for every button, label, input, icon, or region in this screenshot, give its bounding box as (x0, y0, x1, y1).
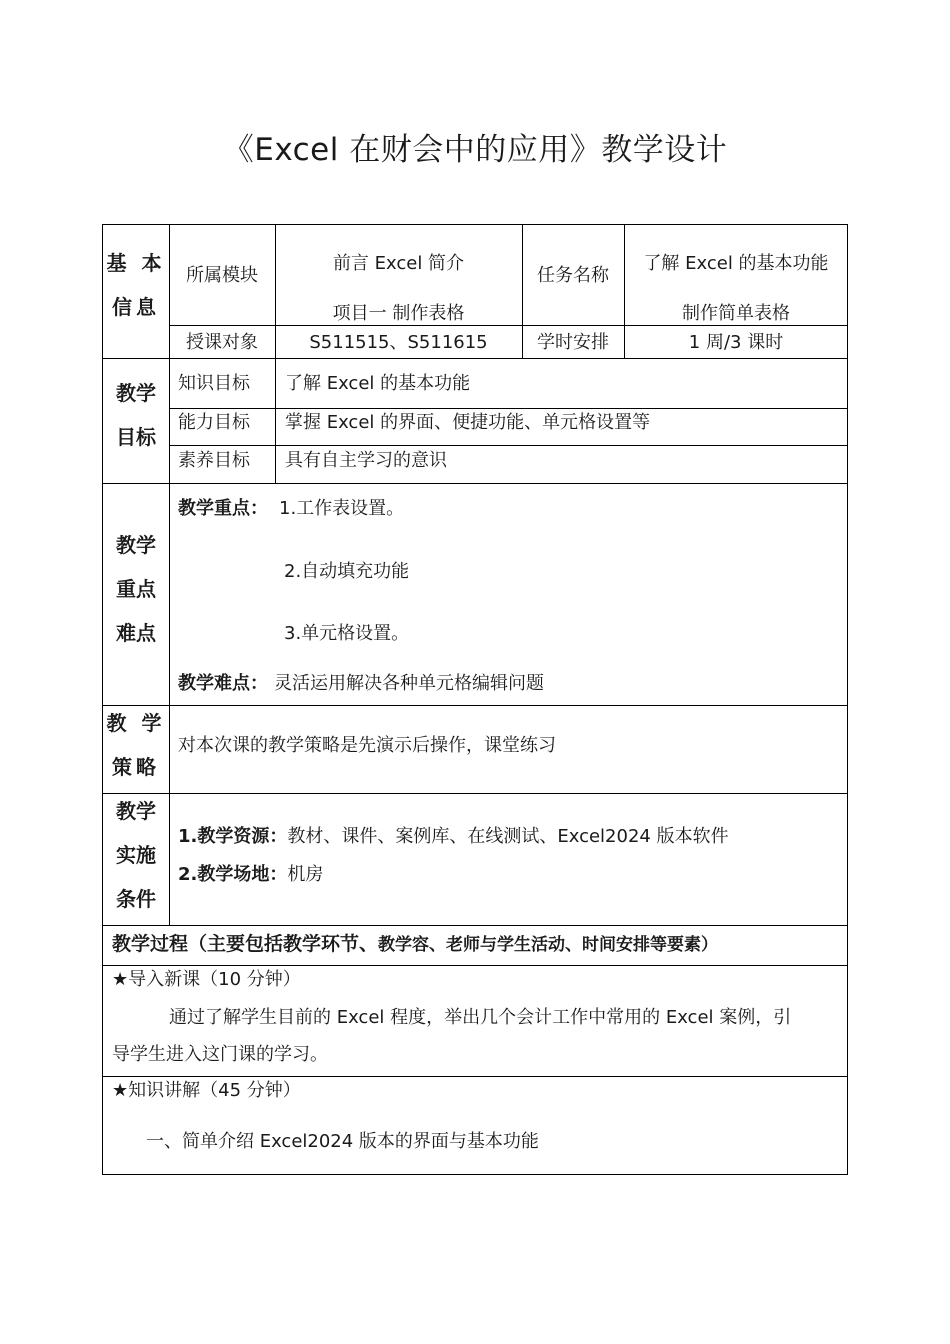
focus-item-1: 1.工作表设置。 (279, 498, 405, 519)
goal-label-literacy: 素养目标 (178, 450, 250, 471)
rule (103, 483, 848, 484)
difficulty-value: 灵活运用解决各种单元格编辑问题 (274, 673, 544, 694)
lecture-item: 一、简单介绍 Excel2024 版本的界面与基本功能 (146, 1131, 539, 1152)
key-points-header-line3: 难点 (116, 621, 156, 645)
goals-header-line2: 目标 (116, 425, 156, 449)
task-line2: 制作简单表格 (682, 303, 790, 324)
intro-line1: 通过了解学生目前的 Excel 程度，举出几个会计工作中常用的 Excel 案例，引 (169, 1007, 792, 1028)
rule (103, 925, 848, 926)
intro-title: ★导入新课（10 分钟） (112, 969, 301, 990)
strategy-header-line1: 教 学 (106, 711, 166, 735)
difficulty-label: 教学难点： (178, 673, 268, 694)
focus-item-3: 3.单元格设置。 (284, 623, 410, 644)
task-label: 任务名称 (537, 265, 609, 286)
module-line2: 项目一 制作表格 (332, 303, 465, 324)
strategy-header-line2: 策略 (112, 755, 160, 779)
goals-header (103, 371, 169, 459)
key-points-header-line1: 教学 (116, 533, 156, 557)
module-line1: 前言 Excel 简介 (332, 253, 465, 274)
rule (103, 358, 848, 359)
module-label: 所属模块 (186, 265, 258, 286)
focus-item-2: 2.自动填充功能 (284, 561, 410, 582)
rule (103, 793, 848, 794)
venue-row (178, 863, 323, 887)
rule (103, 965, 848, 966)
strategy-header (103, 701, 169, 789)
strategy-value: 对本次课的教学策略是先演示后操作，课堂练习 (178, 735, 556, 756)
hours-value: 1 周/3 课时 (688, 332, 784, 353)
audience-value: S511515、S511615 (309, 332, 488, 353)
rule (103, 705, 848, 706)
intro-line2: 导学生进入这门课的学习。 (112, 1044, 328, 1065)
module-value (275, 239, 522, 339)
key-points-header-line2: 重点 (116, 577, 156, 601)
process-heading-main: 教学过程（主要包括教学环节、 (112, 933, 379, 955)
goal-label-ability: 能力目标 (178, 412, 250, 433)
focus-label: 教学重点： (178, 498, 268, 519)
basic-info-header-line1: 基 本 (106, 251, 166, 275)
goal-value-ability: 掌握 Excel 的界面、便捷功能、单元格设置等 (285, 412, 651, 433)
key-points-header (103, 523, 169, 655)
venue-label: 2.教学场地： (178, 864, 288, 885)
goal-value-literacy: 具有自主学习的意识 (285, 450, 447, 471)
process-heading-rest: 教学容、老师与学生活动、时间安排等要素） (378, 935, 719, 955)
rule (169, 445, 848, 446)
audience-label: 授课对象 (186, 332, 258, 353)
task-value (624, 239, 848, 339)
lesson-plan-table (102, 224, 848, 1175)
basic-info-header-line2: 信息 (112, 295, 160, 319)
conditions-header (103, 789, 169, 921)
basic-info-header (103, 241, 169, 329)
venue-value: 机房 (287, 864, 324, 885)
conditions-header-line1: 教学 (116, 799, 156, 823)
task-line1: 了解 Excel 的基本功能 (643, 253, 829, 274)
lecture-title: ★知识讲解（45 分钟） (112, 1080, 301, 1101)
hours-label: 学时安排 (537, 332, 609, 353)
resources-row (178, 825, 729, 849)
process-heading (112, 931, 718, 958)
goals-header-line1: 教学 (116, 381, 156, 405)
rule (169, 225, 170, 925)
document-title: 《Excel 在财会中的应用》教学设计 (222, 132, 728, 168)
goal-value-knowledge: 了解 Excel 的基本功能 (285, 373, 471, 394)
rule (275, 358, 276, 483)
rule (103, 1076, 848, 1077)
conditions-header-line2: 实施 (116, 843, 156, 867)
resources-label: 1.教学资源： (178, 826, 288, 847)
conditions-header-line3: 条件 (116, 887, 156, 911)
resources-value: 教材、课件、案例库、在线测试、Excel2024 版本软件 (287, 826, 729, 847)
goal-label-knowledge: 知识目标 (178, 373, 250, 394)
rule (169, 408, 848, 409)
